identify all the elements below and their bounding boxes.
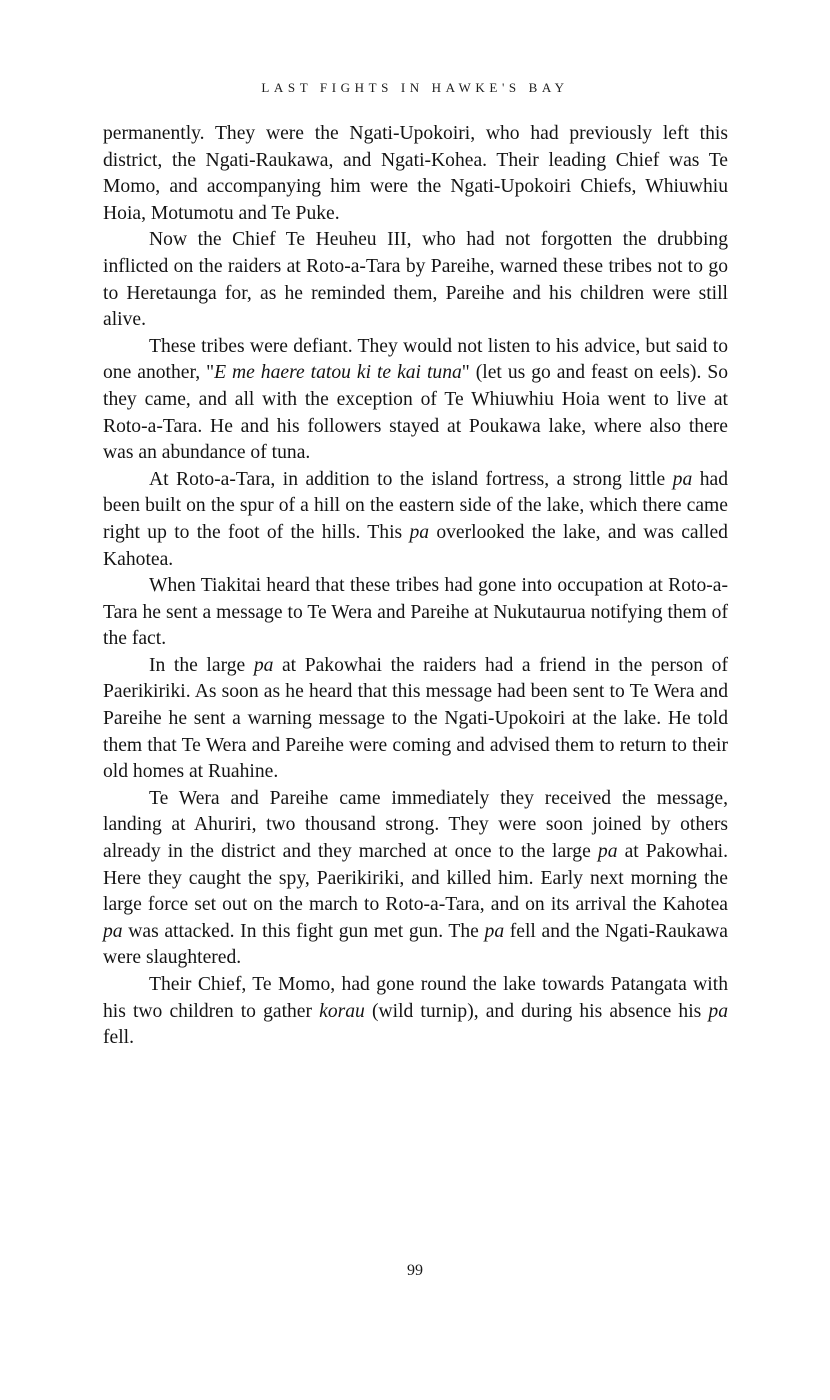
italic-term: pa bbox=[409, 521, 430, 543]
italic-term: korau bbox=[319, 1000, 365, 1022]
body-text bbox=[103, 121, 728, 1052]
paragraph-4 bbox=[103, 467, 728, 573]
paragraph-text: was attacked. In this fight gun met gun. The bbox=[122, 920, 485, 942]
italic-term: pa bbox=[484, 920, 505, 942]
running-head: LAST FIGHTS IN HAWKE'S BAY bbox=[261, 80, 569, 95]
paragraph-3 bbox=[103, 334, 728, 467]
paragraph-text: These tribes were defiant. They would not listen to his advice, but said to one another, " bbox=[103, 335, 728, 384]
italic-term: pa bbox=[253, 654, 274, 676]
paragraph-text: Their Chief, Te Momo, had gone round the lake towards Patangata with his two children to gather bbox=[103, 974, 728, 1022]
paragraph-text: " (let us go and feast on eels). So they came, and all with the exception of Te Whiuwhiu Hoia went to live at Roto-a-Tara. He and his followers stayed at Poukawa lake, where also there was an abundance of tuna. bbox=[103, 362, 729, 464]
italic-term: pa bbox=[708, 1000, 728, 1022]
paragraph-text: permanently. They were the Ngati-Upokoiri, who had previously left this district, the Ngati-Raukawa, and Ngati-Kohea. Their leading Chief was Te Momo, and accompanying him were the Ngati-Upokoiri Chiefs, Whiuwhiu Hoia, Motumotu and Te Puke. bbox=[103, 123, 728, 224]
italic-term: pa bbox=[597, 841, 618, 863]
italic-term: pa bbox=[672, 468, 693, 490]
paragraph-text: at Pakowhai the raiders had a friend in the person of Paerikiriki. As soon as he heard that this message had been sent to Te Wera and Pareihe he sent a warning message to the Ngati-Upokoiri at the lake. He told them that Te Wera and Pareihe were coming and advised them to return to their old homes at Ruahine. bbox=[103, 654, 728, 783]
paragraph-text: In the large bbox=[149, 654, 254, 676]
paragraph-text: (wild turnip), and during his absence his bbox=[364, 1000, 709, 1022]
paragraph-text: Te Wera and Pareihe came immediately they received the message, landing at Ahuriri, two thousand strong. They were soon joined by others already in the district and they marched at once to the large bbox=[103, 787, 728, 863]
italic-term: pa bbox=[103, 920, 123, 942]
paragraph-text: Now the Chief Te Heuheu III, who had not forgotten the drubbing inflicted on the raiders at Roto-a-Tara by Pareihe, warned these tribes not to go to Heretaunga for, as he reminded them, Pareihe and his children were still alive. bbox=[103, 229, 728, 331]
paragraph-6 bbox=[103, 653, 728, 786]
paragraph-text: At Roto-a-Tara, in addition to the island fortress, a strong little bbox=[149, 468, 673, 490]
paragraph-7 bbox=[103, 786, 728, 972]
paragraph-2 bbox=[103, 227, 728, 333]
paragraph-text: fell. bbox=[103, 1027, 135, 1049]
maori-phrase: E me haere tatou ki te kai tuna bbox=[214, 362, 462, 384]
paragraph-8 bbox=[103, 972, 728, 1052]
page-number: 99 bbox=[407, 1262, 423, 1279]
paragraph-text: When Tiakitai heard that these tribes had gone into occupation at Roto-a-Tara he sent a message to Te Wera and Pareihe at Nukutaurua notifying them of the fact. bbox=[103, 575, 728, 650]
paragraph-text: overlooked the lake, and was called Kahotea. bbox=[103, 521, 728, 570]
paragraph-text: at Pakowhai. Here they caught the spy, Paerikiriki, and killed him. Early next morning the large force set out on the march to Roto-a-Tara, and on its arrival the Kahotea bbox=[103, 841, 728, 916]
paragraph-1 bbox=[103, 121, 728, 227]
paragraph-text: fell and the Ngati-Raukawa were slaughtered. bbox=[103, 920, 728, 969]
paragraph-5 bbox=[103, 573, 728, 653]
paragraph-text: had been built on the spur of a hill on the eastern side of the lake, which there came right up to the foot of the hills. This bbox=[103, 468, 728, 543]
